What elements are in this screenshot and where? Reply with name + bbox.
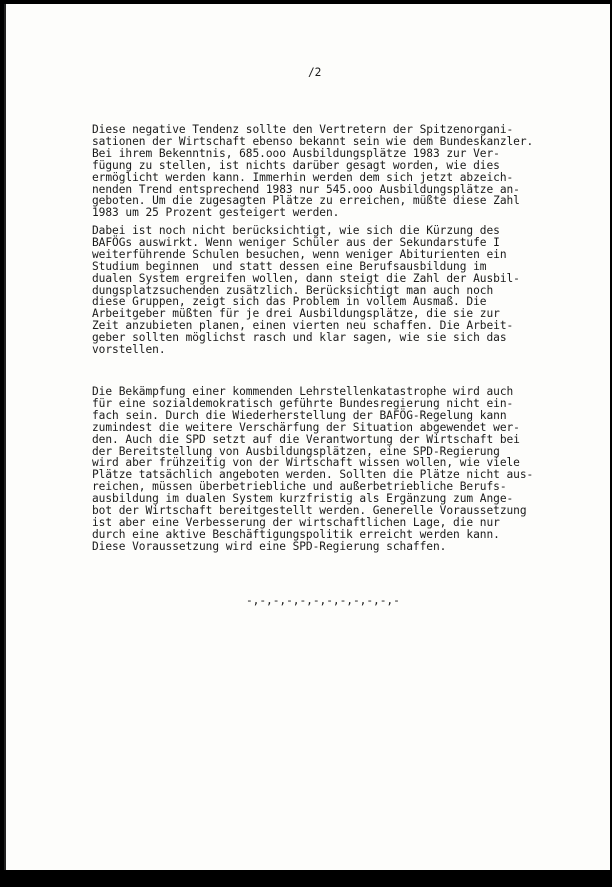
text-line: durch eine aktive Beschäftigungspolitik erreicht werden kann.: [92, 527, 500, 541]
text-line: sationen der Wirtschaft ebenso bekannt sein wie dem Bundeskanzler.: [92, 134, 534, 148]
text-line: für eine sozialdemokratisch geführte Bundesregierung nicht ein-: [92, 396, 514, 410]
text-line: Diese negative Tendenz sollte den Vertretern der Spitzenorgani-: [92, 123, 514, 136]
closing-divider: -,-,-,-,-,-,-,-,-,-,-,-: [246, 594, 400, 607]
text-line: geboten. Um die zugesagten Plätze zu erreichen, müßte diese Zahl: [92, 194, 520, 208]
text-line: nenden Trend entsprechend 1983 nur 545.ooo Ausbildungsplätze an-: [92, 182, 520, 196]
text-line: weiterführende Schulen besuchen, wenn weniger Abiturienten ein: [92, 247, 507, 261]
paragraph-3: [92, 386, 533, 553]
text-line: Studium beginnen und statt dessen eine Berufsausbildung im: [92, 259, 487, 273]
text-line: Arbeitgeber müßten für je drei Ausbildungsplätze, die sie zur: [92, 307, 500, 321]
text-line: fügung zu stellen, ist nichts darüber gesagt worden, wie dies: [92, 158, 500, 172]
document-page: [4, 4, 610, 870]
text-line: Diese Voraussetzung wird eine SPD-Regierung schaffen.: [92, 539, 447, 553]
text-line: vorstellen.: [92, 343, 166, 357]
text-line: Plätze tatsächlich angeboten werden. Sollten die Plätze nicht aus-: [92, 468, 534, 482]
text-line: diese Gruppen, zeigt sich das Problem in vollem Ausmaß. Die: [92, 295, 487, 309]
text-line: reichen, müssen überbetriebliche und außerbetriebliche Berufs-: [92, 480, 507, 494]
text-line: ausbildung im dualen System kurzfristig als Ergänzung zum Ange-: [92, 492, 514, 506]
text-line: den. Auch die SPD setzt auf die Verantwortung der Wirtschaft bei: [92, 432, 520, 446]
text-line: ist aber eine Verbesserung der wirtschaftlichen Lage, die nur: [92, 515, 500, 529]
text-line: wird aber frühzeitig von der Wirtschaft wissen wollen, wie viele: [92, 456, 520, 470]
text-line: Zeit anzubieten planen, einen vierten neu schaffen. Die Arbeit-: [92, 319, 514, 333]
text-line: Die Bekämpfung einer kommenden Lehrstellenkatastrophe wird auch: [92, 385, 514, 398]
text-line: bot der Wirtschaft bereitgestellt werden. Generelle Voraussetzung: [92, 504, 527, 518]
text-line: zumindest die weitere Verschärfung der Situation abgewendet wer-: [92, 420, 520, 434]
paragraph-2: [92, 225, 520, 356]
text-line: 1983 um 25 Prozent gesteigert werden.: [92, 206, 340, 220]
text-line: Bei ihrem Bekenntnis, 685.ooo Ausbildungsplätze 1983 zur Ver-: [92, 146, 500, 160]
text-line: BAFÖGs auswirkt. Wenn weniger Schüler aus der Sekundarstufe I: [92, 235, 500, 249]
text-line: geber sollten möglichst rasch und klar sagen, wie sie sich das: [92, 331, 507, 345]
text-line: ermöglicht werden kann. Immerhin werden dem sich jetzt abzeich-: [92, 170, 514, 184]
text-line: der Bereitstellung von Ausbildungsplätzen, eine SPD-Regierung: [92, 444, 500, 458]
text-line: Dabei ist noch nicht berücksichtigt, wie sich die Kürzung des: [92, 224, 500, 237]
text-line: dualen System ergreifen wollen, dann steigt die Zahl der Ausbil-: [92, 271, 520, 285]
text-line: dungsplatzsuchenden zusätzlich. Berücksichtigt man auch noch: [92, 283, 494, 297]
text-line: fach sein. Durch die Wiederherstellung der BAFÖG-Regelung kann: [92, 408, 507, 422]
page-number: /2: [308, 66, 322, 79]
paragraph-1: [92, 124, 533, 219]
